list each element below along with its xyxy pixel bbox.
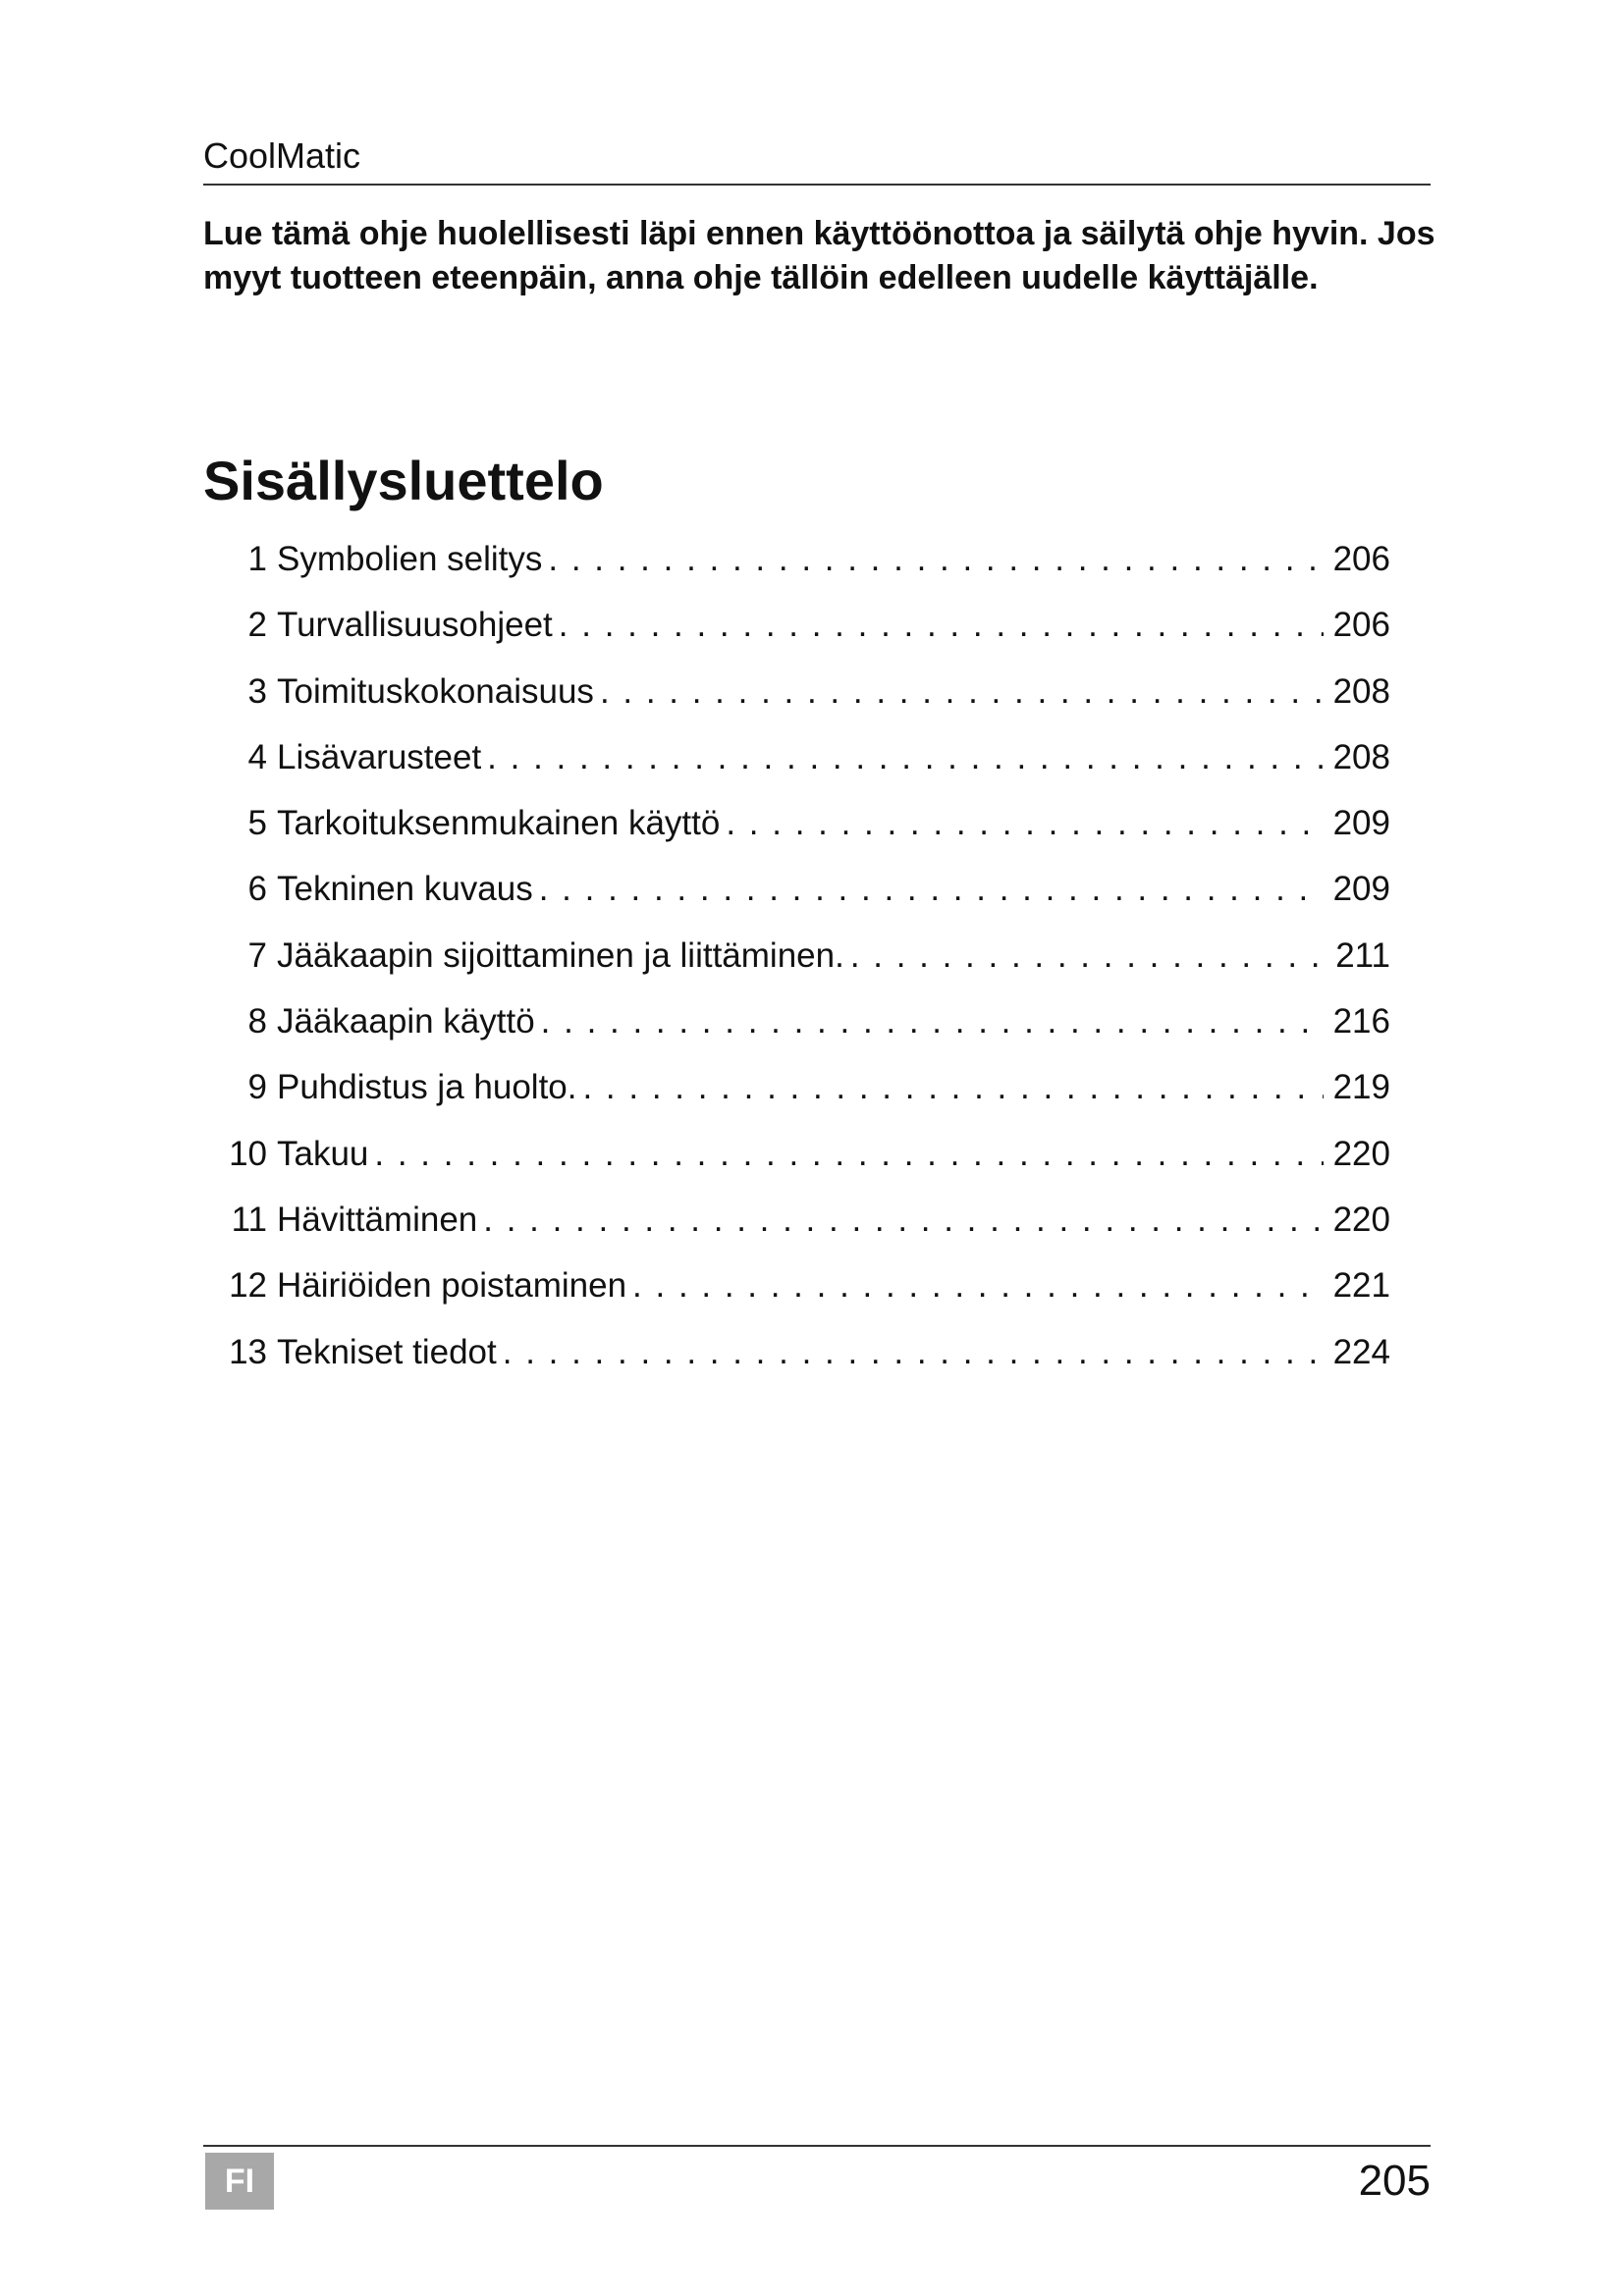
toc-entry-page: 209 bbox=[1332, 804, 1390, 843]
toc-entry-label: Tekniset tiedot bbox=[277, 1332, 497, 1371]
toc-entry-label: Jääkaapin käyttö bbox=[277, 1002, 535, 1041]
toc-entry-4[interactable] bbox=[216, 733, 1390, 799]
toc-entry-page: 220 bbox=[1332, 1134, 1390, 1173]
toc-entry-2[interactable] bbox=[216, 601, 1390, 667]
toc-entry-label: Tekninen kuvaus bbox=[277, 870, 533, 909]
toc-entry-6[interactable] bbox=[216, 865, 1390, 931]
toc-entry-number: 1 bbox=[247, 540, 267, 578]
toc-entry-1[interactable] bbox=[216, 535, 1390, 601]
toc-entry-page: 209 bbox=[1332, 870, 1390, 909]
toc-entry-number: 2 bbox=[247, 606, 267, 645]
toc-leader-dots bbox=[374, 1130, 1324, 1179]
toc-entry-label: Hävittäminen bbox=[277, 1200, 478, 1239]
toc-leader-dots bbox=[483, 1196, 1324, 1245]
toc-entry-label: Tarkoituksenmukainen käyttö bbox=[277, 804, 721, 843]
toc-entry-page: 208 bbox=[1332, 737, 1390, 776]
toc-entry-label: Turvallisuusohjeet bbox=[277, 606, 553, 645]
toc-entry-number: 12 bbox=[229, 1266, 267, 1306]
toc-entry-label: Symbolien selitys bbox=[277, 540, 543, 578]
toc-leader-dots bbox=[559, 601, 1324, 650]
toc-entry-number: 9 bbox=[247, 1068, 267, 1107]
toc-leader-dots bbox=[539, 865, 1324, 914]
toc-leader-dots bbox=[726, 799, 1324, 848]
intro-notice: Lue tämä ohje huolellisesti läpi ennen käyttöönottoa ja säilytä ohje hyvin. Jos myyt tuotteen eteenpäin, anna ohje tällöin edelleen uudelle käyttäjälle. bbox=[203, 215, 1435, 296]
toc-leader-dots bbox=[632, 1261, 1324, 1310]
toc-entry-3[interactable] bbox=[216, 667, 1390, 733]
toc-entry-label: Toimituskokonaisuus bbox=[277, 671, 594, 711]
toc-entry-11[interactable] bbox=[216, 1196, 1390, 1261]
toc-entry-label: Puhdistus ja huolto. bbox=[277, 1068, 577, 1107]
footer-divider bbox=[203, 2145, 1431, 2147]
toc-entry-number: 11 bbox=[231, 1200, 267, 1239]
page-number: 205 bbox=[1358, 2157, 1431, 2205]
toc-entry-page: 208 bbox=[1332, 671, 1390, 711]
toc-entry-number: 8 bbox=[247, 1002, 267, 1041]
toc-leader-dots bbox=[503, 1328, 1324, 1377]
toc-entry-number: 6 bbox=[247, 870, 267, 909]
toc-entry-label: Lisävarusteet bbox=[277, 737, 482, 776]
toc-leader-dots bbox=[541, 997, 1324, 1046]
toc-entry-number: 5 bbox=[247, 804, 267, 843]
header-divider bbox=[203, 184, 1431, 186]
toc-entry-page: 216 bbox=[1332, 1002, 1390, 1041]
toc-leader-dots bbox=[600, 667, 1324, 717]
toc-entry-label: Häiriöiden poistaminen bbox=[277, 1266, 627, 1306]
toc-entry-9[interactable] bbox=[216, 1063, 1390, 1129]
table-of-contents bbox=[216, 535, 1390, 1394]
toc-entry-13[interactable] bbox=[216, 1328, 1390, 1394]
toc-entry-number: 7 bbox=[247, 935, 267, 975]
toc-entry-page: 220 bbox=[1332, 1200, 1390, 1239]
toc-entry-page: 219 bbox=[1332, 1068, 1390, 1107]
toc-entry-8[interactable] bbox=[216, 997, 1390, 1063]
running-header bbox=[203, 134, 1431, 178]
toc-leader-dots bbox=[487, 733, 1324, 782]
toc-entry-page: 206 bbox=[1332, 606, 1390, 645]
toc-entry-5[interactable] bbox=[216, 799, 1390, 865]
toc-entry-number: 4 bbox=[247, 737, 267, 776]
toc-leader-dots bbox=[548, 535, 1324, 584]
toc-leader-dots bbox=[850, 932, 1324, 981]
toc-entry-page: 224 bbox=[1332, 1332, 1390, 1371]
toc-entry-label: Takuu bbox=[277, 1134, 369, 1173]
toc-entry-10[interactable] bbox=[216, 1130, 1390, 1196]
toc-entry-page: 221 bbox=[1332, 1266, 1390, 1306]
toc-entry-page: 206 bbox=[1332, 540, 1390, 578]
toc-leader-dots bbox=[582, 1063, 1324, 1112]
toc-entry-number: 3 bbox=[247, 671, 267, 711]
toc-entry-7[interactable] bbox=[216, 932, 1390, 997]
language-badge: FI bbox=[205, 2153, 274, 2210]
toc-heading: Sisällysluettelo bbox=[203, 450, 604, 511]
toc-entry-label: Jääkaapin sijoittaminen ja liittäminen. bbox=[277, 935, 844, 975]
toc-entry-page: 211 bbox=[1335, 935, 1390, 975]
toc-entry-number: 10 bbox=[229, 1134, 267, 1173]
toc-entry-number: 13 bbox=[229, 1332, 267, 1371]
toc-entry-12[interactable] bbox=[216, 1261, 1390, 1327]
document-title: CoolMatic bbox=[203, 135, 361, 176]
